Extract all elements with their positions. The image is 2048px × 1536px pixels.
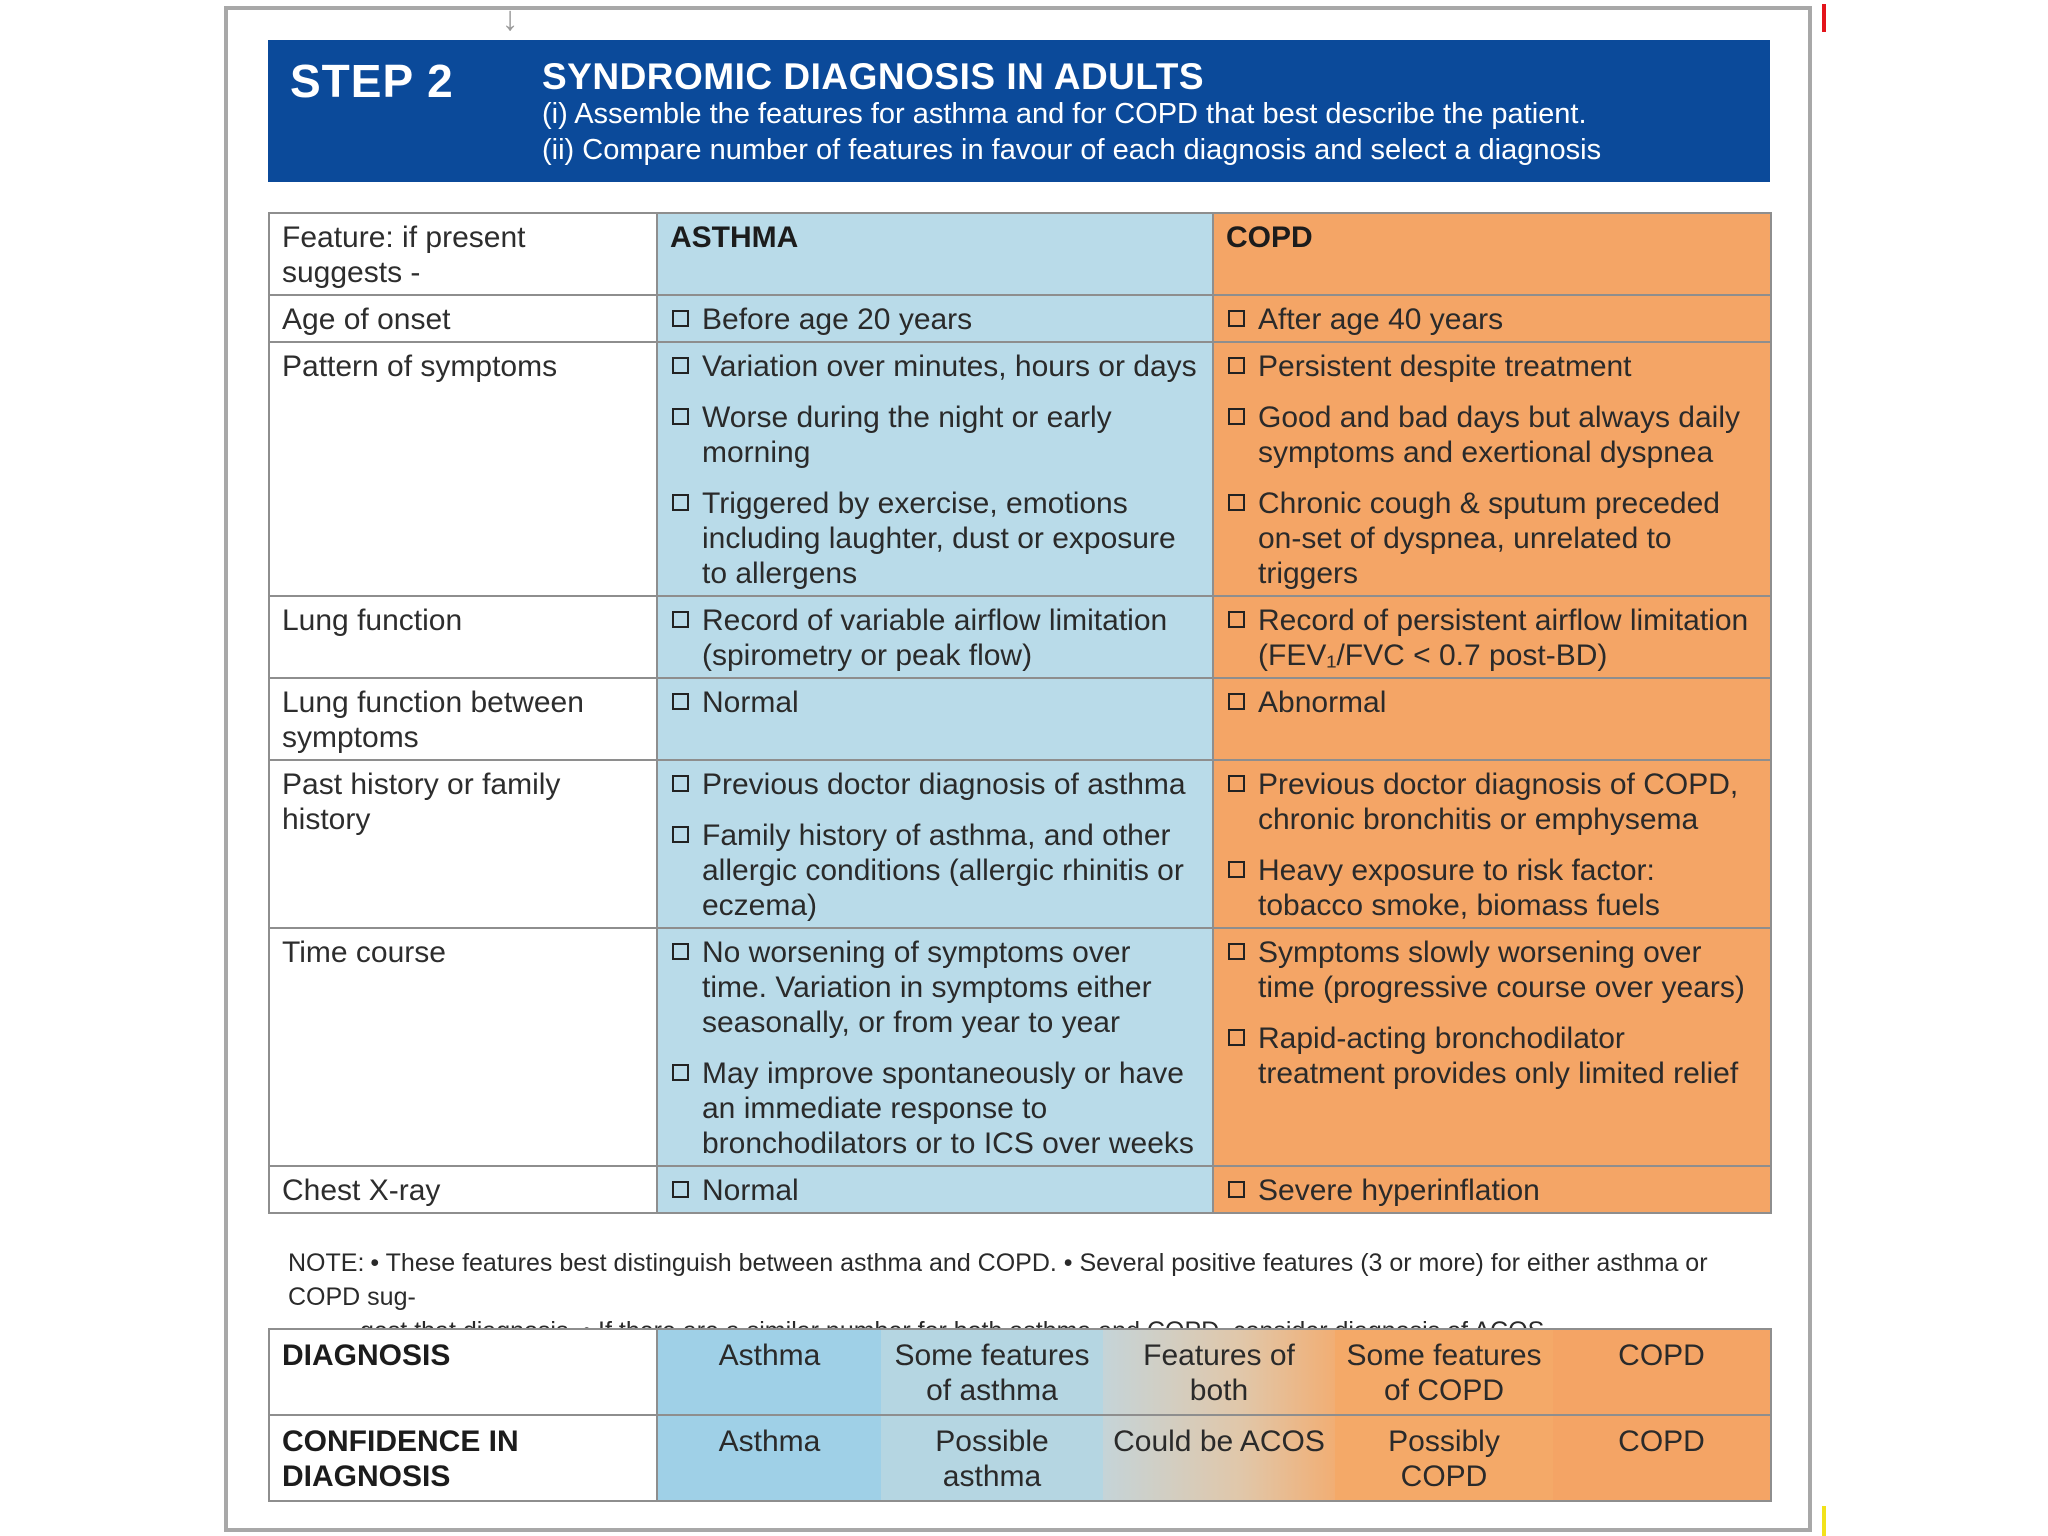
- checkbox-icon[interactable]: [672, 408, 689, 425]
- feature-row: [269, 295, 1771, 342]
- diagnosis-cell: Features of both: [1103, 1329, 1335, 1415]
- checkbox-icon[interactable]: [672, 943, 689, 960]
- asthma-feature-text: Before age 20 years: [702, 303, 973, 336]
- checkbox-icon[interactable]: [1228, 693, 1245, 710]
- checkbox-icon[interactable]: [672, 494, 689, 511]
- copd-features-cell: [1213, 596, 1771, 678]
- step-banner: [268, 40, 1770, 182]
- checkbox-icon[interactable]: [1228, 494, 1245, 511]
- feature-row: [269, 1166, 1771, 1213]
- feature-name: Pattern of symptoms: [269, 342, 657, 596]
- copd-feature-item: [1226, 1021, 1758, 1091]
- asthma-feature-text: Variation over minutes, hours or days: [702, 350, 1197, 383]
- asthma-feature-text: Previous doctor diagnosis of asthma: [702, 768, 1186, 801]
- copd-feature-text: Good and bad days but always daily symptoms and exertional dyspnea: [1258, 401, 1740, 469]
- confidence-label: CONFIDENCE IN DIAGNOSIS: [269, 1415, 657, 1501]
- checkbox-icon[interactable]: [1228, 1181, 1245, 1198]
- asthma-feature-item: [670, 1056, 1200, 1161]
- copd-feature-item: [1226, 935, 1758, 1005]
- copd-feature-item: [1226, 400, 1758, 470]
- features-table-body: [269, 213, 1771, 1213]
- confidence-row: [269, 1415, 1771, 1501]
- feature-row: [269, 928, 1771, 1166]
- checkbox-icon[interactable]: [672, 611, 689, 628]
- feature-name: Age of onset: [269, 295, 657, 342]
- checkbox-icon[interactable]: [672, 1064, 689, 1081]
- copd-feature-item: [1226, 1173, 1758, 1208]
- instruction-line-1: (i) Assemble the features for asthma and for COPD that best describe the patient.: [542, 98, 1587, 130]
- asthma-feature-text: Normal: [702, 686, 799, 719]
- copd-feature-text: Previous doctor diagnosis of COPD, chronic bronchitis or emphysema: [1258, 768, 1739, 836]
- asthma-feature-item: [670, 400, 1200, 470]
- asthma-features-cell: [657, 1166, 1213, 1213]
- asthma-feature-text: Triggered by exercise, emotions including laughter, dust or exposure to allergens: [702, 487, 1176, 590]
- checkbox-icon[interactable]: [1228, 861, 1245, 878]
- diagnosis-cell: COPD: [1553, 1329, 1771, 1415]
- feature-row: [269, 678, 1771, 760]
- copd-features-cell: [1213, 678, 1771, 760]
- copd-feature-item: [1226, 486, 1758, 591]
- asthma-feature-text: Family history of asthma, and other allergic conditions (allergic rhinitis or eczema): [702, 819, 1184, 922]
- checkbox-icon[interactable]: [1228, 775, 1245, 792]
- copd-features-cell: [1213, 1166, 1771, 1213]
- asthma-feature-item: [670, 486, 1200, 591]
- feature-name: Lung function between symptoms: [269, 678, 657, 760]
- copd-feature-text: Chronic cough & sputum preceded on-set of dyspnea, unrelated to triggers: [1258, 487, 1720, 590]
- checkbox-icon[interactable]: [1228, 1029, 1245, 1046]
- note-text-1: • These features best distinguish between asthma and COPD. • Several positive features (3 or more) for either asthma or COPD sug-: [288, 1249, 1708, 1311]
- asthma-features-cell: [657, 596, 1213, 678]
- copd-features-cell: [1213, 295, 1771, 342]
- checkbox-icon[interactable]: [672, 310, 689, 327]
- asthma-feature-text: May improve spontaneously or have an immediate response to bronchodilators or to ICS over weeks: [702, 1057, 1194, 1160]
- copd-feature-text: Rapid-acting bronchodilator treatment provides only limited relief: [1258, 1022, 1739, 1090]
- feature-name: Past history or family history: [269, 760, 657, 928]
- asthma-feature-item: [670, 349, 1200, 384]
- copd-feature-item: [1226, 302, 1758, 337]
- checkbox-icon[interactable]: [1228, 408, 1245, 425]
- copd-feature-item: [1226, 685, 1758, 720]
- copd-feature-text: Heavy exposure to risk factor: tobacco smoke, biomass fuels: [1258, 854, 1660, 922]
- asthma-feature-item: [670, 685, 1200, 720]
- asthma-features-cell: [657, 760, 1213, 928]
- asthma-features-cell: [657, 295, 1213, 342]
- asthma-feature-item: [670, 818, 1200, 923]
- checkbox-icon[interactable]: [1228, 357, 1245, 374]
- confidence-cell: COPD: [1553, 1415, 1771, 1501]
- feature-row: [269, 342, 1771, 596]
- diagnosis-row: [269, 1329, 1771, 1415]
- checkbox-icon[interactable]: [672, 1181, 689, 1198]
- note-line-1: [288, 1246, 1758, 1314]
- feature-row: [269, 760, 1771, 928]
- asthma-feature-item: [670, 935, 1200, 1040]
- feature-column-header: Feature: if present suggests -: [269, 213, 657, 295]
- diagnosis-label: DIAGNOSIS: [269, 1329, 657, 1415]
- step-label: STEP 2: [290, 55, 454, 107]
- copd-features-cell: [1213, 928, 1771, 1166]
- down-arrow-icon: ↓: [501, 0, 519, 38]
- asthma-feature-item: [670, 1173, 1200, 1208]
- red-edge-mark: [1822, 4, 1826, 32]
- asthma-column-header: ASTHMA: [657, 213, 1213, 295]
- checkbox-icon[interactable]: [1228, 611, 1245, 628]
- confidence-cell: Asthma: [657, 1415, 881, 1501]
- copd-feature-text: Symptoms slowly worsening over time (progressive course over years): [1258, 936, 1745, 1004]
- asthma-features-cell: [657, 342, 1213, 596]
- features-header-row: [269, 213, 1771, 295]
- copd-features-cell: [1213, 342, 1771, 596]
- feature-name: Time course: [269, 928, 657, 1166]
- copd-feature-item: [1226, 603, 1758, 673]
- checkbox-icon[interactable]: [672, 826, 689, 843]
- asthma-feature-item: [670, 302, 1200, 337]
- features-table: [268, 212, 1772, 1214]
- copd-feature-text: Abnormal: [1258, 686, 1387, 719]
- checkbox-icon[interactable]: [672, 775, 689, 792]
- feature-name: Lung function: [269, 596, 657, 678]
- confidence-cell: Possible asthma: [881, 1415, 1103, 1501]
- feature-row: [269, 596, 1771, 678]
- copd-feature-text: Severe hyperinflation: [1258, 1174, 1540, 1207]
- note-label: NOTE:: [288, 1249, 365, 1277]
- checkbox-icon[interactable]: [672, 357, 689, 374]
- asthma-features-cell: [657, 678, 1213, 760]
- asthma-feature-text: No worsening of symptoms over time. Variation in symptoms either seasonally, or from year to year: [702, 936, 1152, 1039]
- diagnosis-table: [268, 1328, 1772, 1502]
- checkbox-icon[interactable]: [672, 693, 689, 710]
- diagnosis-cell: Asthma: [657, 1329, 881, 1415]
- checkbox-icon[interactable]: [1228, 943, 1245, 960]
- copd-feature-item: [1226, 767, 1758, 837]
- asthma-feature-text: Record of variable airflow limitation (spirometry or peak flow): [702, 604, 1168, 672]
- diagnosis-cell: Some features of COPD: [1335, 1329, 1553, 1415]
- copd-feature-item: [1226, 853, 1758, 923]
- asthma-feature-text: Worse during the night or early morning: [702, 401, 1112, 469]
- copd-features-cell: [1213, 760, 1771, 928]
- yellow-edge-mark: [1822, 1506, 1826, 1536]
- feature-name: Chest X-ray: [269, 1166, 657, 1213]
- asthma-features-cell: [657, 928, 1213, 1166]
- confidence-cell: Possibly COPD: [1335, 1415, 1553, 1501]
- copd-column-header: COPD: [1213, 213, 1771, 295]
- asthma-feature-item: [670, 603, 1200, 673]
- copd-feature-text: Record of persistent airflow limitation (FEV₁/FVC < 0.7 post-BD): [1258, 604, 1749, 672]
- diagnosis-cell: Some features of asthma: [881, 1329, 1103, 1415]
- instruction-line-2: (ii) Compare number of features in favour of each diagnosis and select a diagnosis: [542, 134, 1602, 166]
- asthma-feature-text: Normal: [702, 1174, 799, 1207]
- confidence-cell: Could be ACOS: [1103, 1415, 1335, 1501]
- copd-feature-text: After age 40 years: [1258, 303, 1504, 336]
- banner-title: SYNDROMIC DIAGNOSIS IN ADULTS: [542, 56, 1205, 97]
- checkbox-icon[interactable]: [1228, 310, 1245, 327]
- asthma-feature-item: [670, 767, 1200, 802]
- copd-feature-text: Persistent despite treatment: [1258, 350, 1632, 383]
- copd-feature-item: [1226, 349, 1758, 384]
